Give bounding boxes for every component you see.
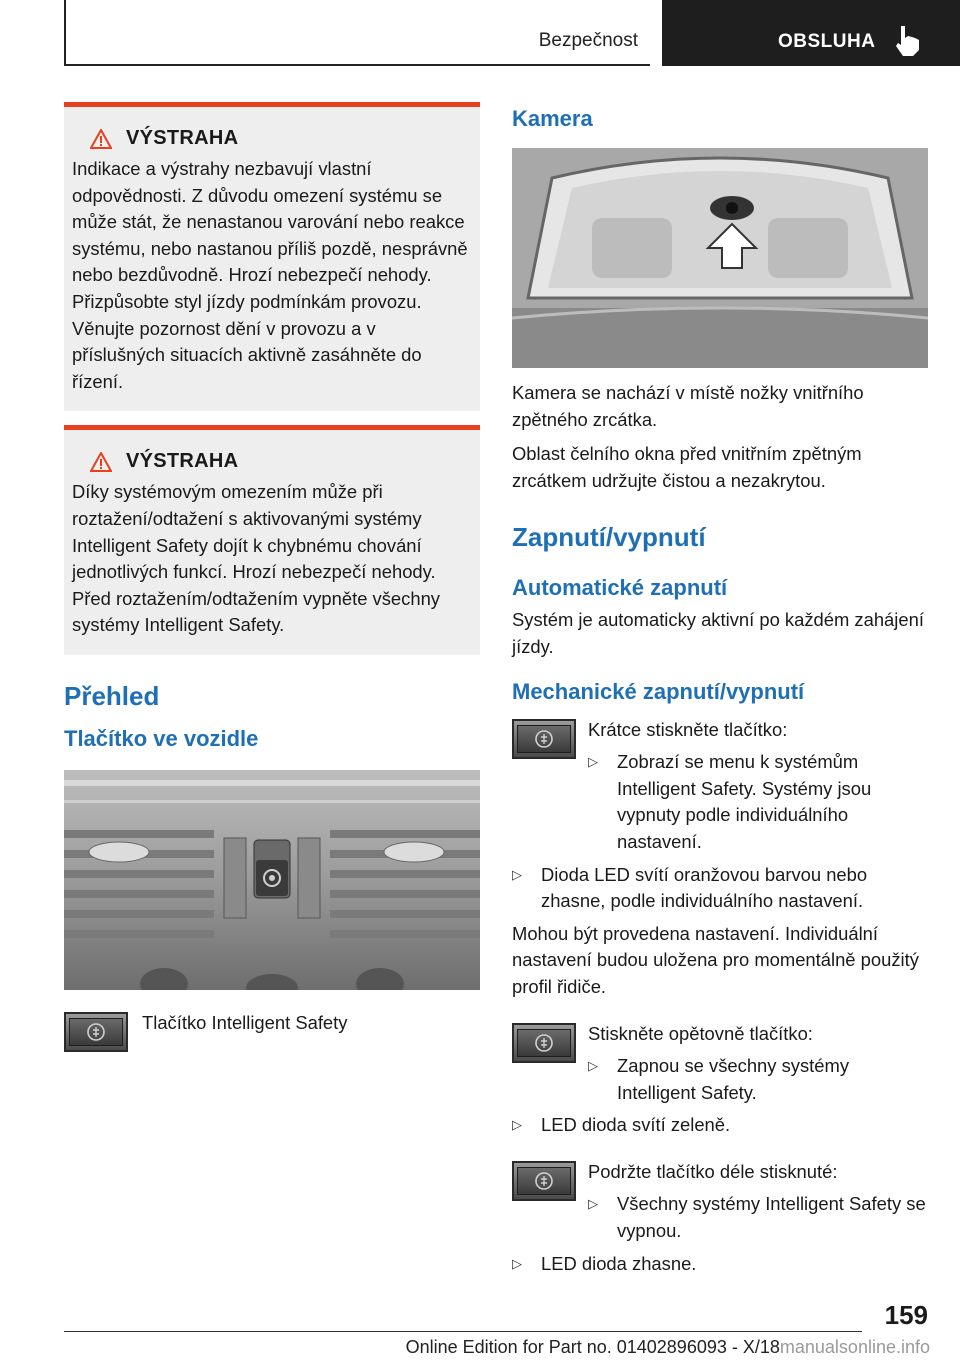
list-item: ▷ Dioda LED svítí oranžovou barvou nebo zhasne, podle individuálního nastavení. [512, 862, 930, 915]
step-short-press [512, 719, 930, 856]
step-sub-list [588, 1053, 930, 1106]
button-caption: Tlačítko Intelligent Safety [142, 1011, 348, 1033]
dashboard-vents-illustration [64, 770, 480, 990]
warning-text: Indikace a výstrahy nezbavují vlastní odpovědnosti. Z důvodu omezení systému se může stát, že nenastanou varování nebo reakce systému, nebo nastanou příliš pozdě, nesprávně nebo bezdůvodně. Hrozí nebezpečí nehody. Přizpůsobte styl jízdy podmínkám provozu. Věnujte pozornost dění v provozu a v příslušných situacích aktivně zasáhněte do řízení. [72, 158, 468, 392]
list-item: ▷ Zobrazí se menu k systémům Intelligent Safety. Systémy jsou vypnuty podle individuálního nastavení. [588, 749, 930, 855]
intelligent-safety-button-icon [512, 1161, 576, 1201]
step-press-again [512, 1023, 930, 1107]
automatic-on-text: Systém je automaticky aktivní po každém zahájení jízdy. [512, 609, 924, 657]
list-item: ▷ Všechny systémy Intelligent Safety se vypnou. [588, 1191, 930, 1244]
step-bullet-list [512, 1112, 930, 1139]
page-number: 159 [884, 1300, 928, 1330]
warning-title: VÝSTRAHA [126, 127, 239, 149]
header-underline [64, 64, 650, 66]
list-item: ▷ LED dioda zhasne. [512, 1251, 930, 1278]
page-header [0, 0, 960, 66]
button-legend-row [64, 1012, 480, 1052]
edition-text: Online Edition for Part no. 01402896093 - X/18 [405, 1337, 780, 1357]
list-item: ▷ Zapnou se všechny systémy Intelligent Safety. [588, 1053, 930, 1106]
step-sub-list [588, 1191, 930, 1244]
heading-automatic-on: Automatické zapnutí [512, 575, 728, 601]
intelligent-safety-button-icon [512, 1023, 576, 1063]
camera-location-text: Kamera se nachází v místě nožky vnitřního zpětného zrcátka. [512, 382, 864, 430]
left-column [64, 102, 480, 1052]
right-column [512, 102, 930, 1277]
footer-divider [64, 1331, 862, 1332]
step-long-press [512, 1161, 930, 1245]
rear-window-camera-illustration [512, 148, 928, 368]
section-title: Bezpečnost [538, 30, 638, 51]
header-divider [64, 0, 66, 66]
step-text: Stiskněte opětovně tlačítko: [588, 1022, 813, 1044]
intelligent-safety-button-icon [64, 1012, 128, 1052]
watermark-brand: manualsonline.info [779, 1337, 930, 1357]
step-bullet-list [512, 1251, 930, 1278]
step-sub-list [588, 749, 930, 855]
list-item: ▷ LED dioda svítí zeleně. [512, 1112, 930, 1139]
step-bullet-list [512, 862, 930, 915]
camera-clean-text: Oblast čelního okna před vnitřním zpětným zrcátkem udržujte čistou a nezakrytou. [512, 443, 862, 491]
heading-overview: Přehled [64, 680, 160, 711]
warning-box-1 [64, 102, 480, 411]
heading-camera: Kamera [512, 106, 593, 131]
hand-pointer-icon [893, 24, 923, 58]
step-text: Krátce stiskněte tlačítko: [588, 718, 788, 740]
warning-text: Díky systémovým omezením může při roztažení/odtažení s aktivovanými systémy Intelligent Safety dojít k chybnému chování jednotlivých funkcí. Hrozí nebezpečí nehody. Před roztažením/odtažením vypněte všechny systémy Intelligent Safety. [72, 481, 441, 636]
camera-photo [512, 148, 928, 368]
chapter-title: OBSLUHA [778, 31, 876, 52]
warning-triangle-icon [90, 129, 112, 149]
dashboard-button-photo [64, 770, 480, 990]
warning-box-2 [64, 425, 480, 655]
footer-edition [0, 1337, 930, 1358]
intelligent-safety-button-icon [512, 719, 576, 759]
settings-note: Mohou být provedena nastavení. Individuální nastavení budou uložena pro momentálně použitý profil řidiče. [512, 922, 919, 997]
step-text: Podržte tlačítko déle stisknuté: [588, 1160, 838, 1182]
heading-button-in-vehicle: Tlačítko ve vozidle [64, 725, 259, 751]
warning-title: VÝSTRAHA [126, 450, 239, 473]
heading-on-off: Zapnutí/vypnutí [512, 522, 706, 553]
warning-triangle-icon [90, 452, 112, 472]
heading-mechanical-on-off: Mechanické zapnutí/vypnutí [512, 678, 805, 704]
